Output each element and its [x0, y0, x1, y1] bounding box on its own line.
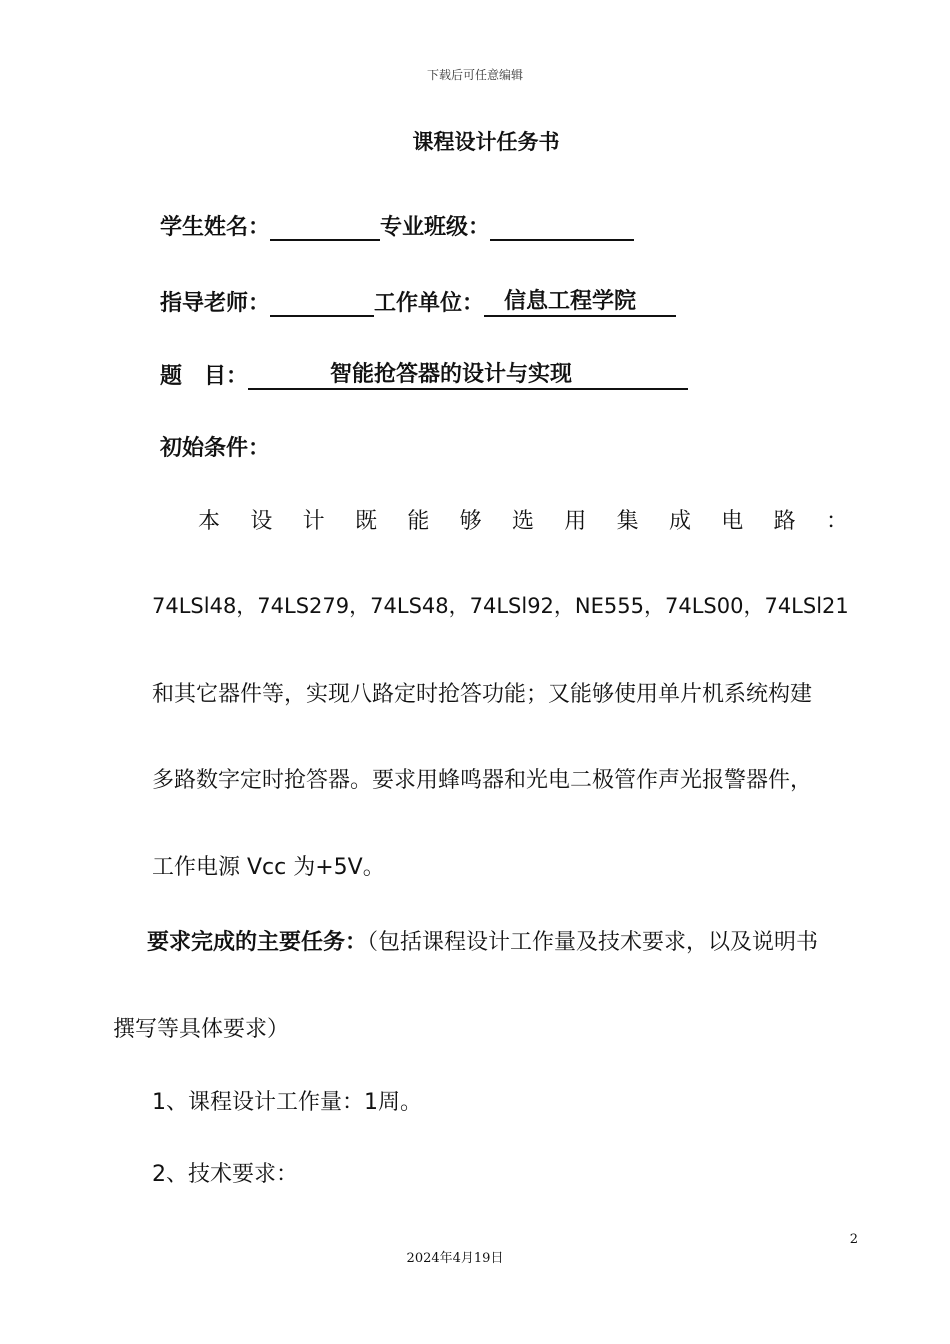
document-title: 课程设计任务书 — [412, 130, 560, 154]
initial-char: 用 — [564, 509, 587, 534]
initial-line-3: 和其它器件等，实现八路定时抢答功能；又能够使用单片机系统构建 — [152, 682, 813, 707]
initial-char: 能 — [407, 509, 430, 534]
tasks-paragraph — [147, 925, 818, 956]
initial-line-5: 工作电源 Vcc 为+5V。 — [152, 855, 385, 880]
initial-line-2: 74LSl48，74LS279，74LS48，74LSl92，NE555，74LS00，74LSl21 — [152, 594, 849, 618]
initial-char: 设 — [250, 509, 273, 534]
initial-char: 路 — [773, 509, 796, 534]
unit-label: 工作单位： — [374, 291, 485, 316]
initial-char: 本 — [198, 509, 221, 534]
initial-line-1 — [198, 504, 848, 535]
class-blank — [490, 215, 634, 241]
unit-value: 信息工程学院 — [484, 284, 676, 317]
class-label: 专业班级： — [380, 215, 491, 240]
initial-char: 选 — [511, 509, 534, 534]
page-header: 下载后可任意编辑 — [426, 68, 523, 82]
topic-value: 智能抢答器的设计与实现 — [248, 357, 688, 390]
page-number: 2 — [849, 1232, 858, 1247]
initial-char: 集 — [616, 509, 639, 534]
initial-conditions-label: 初始条件： — [160, 436, 271, 461]
advisor-label: 指导老师： — [160, 291, 271, 316]
initial-char: ： — [825, 509, 848, 534]
footer-date: 2024年4月19日 — [406, 1251, 504, 1266]
tasks-text-continued: 撰写等具体要求） — [113, 1017, 290, 1042]
topic-label: 题 目： — [160, 364, 249, 389]
initial-line-4: 多路数字定时抢答器。要求用蜂鸣器和光电二极管作声光报警器件， — [152, 768, 813, 793]
initial-char: 够 — [459, 509, 482, 534]
student-name-blank — [270, 215, 380, 241]
initial-char: 既 — [354, 509, 377, 534]
initial-char: 计 — [302, 509, 325, 534]
list-item-2: 2、技术要求： — [152, 1162, 298, 1187]
advisor-row — [160, 284, 676, 317]
topic-row — [160, 357, 688, 390]
tasks-text: （包括课程设计工作量及技术要求，以及说明书 — [367, 930, 819, 955]
initial-char: 成 — [668, 509, 691, 534]
student-name-row — [160, 210, 634, 241]
advisor-blank — [270, 291, 374, 317]
student-name-label: 学生姓名： — [160, 215, 271, 240]
tasks-label: 要求完成的主要任务： — [147, 930, 368, 955]
list-item-1: 1、课程设计工作量：1周。 — [152, 1090, 422, 1115]
initial-char: 电 — [721, 509, 744, 534]
